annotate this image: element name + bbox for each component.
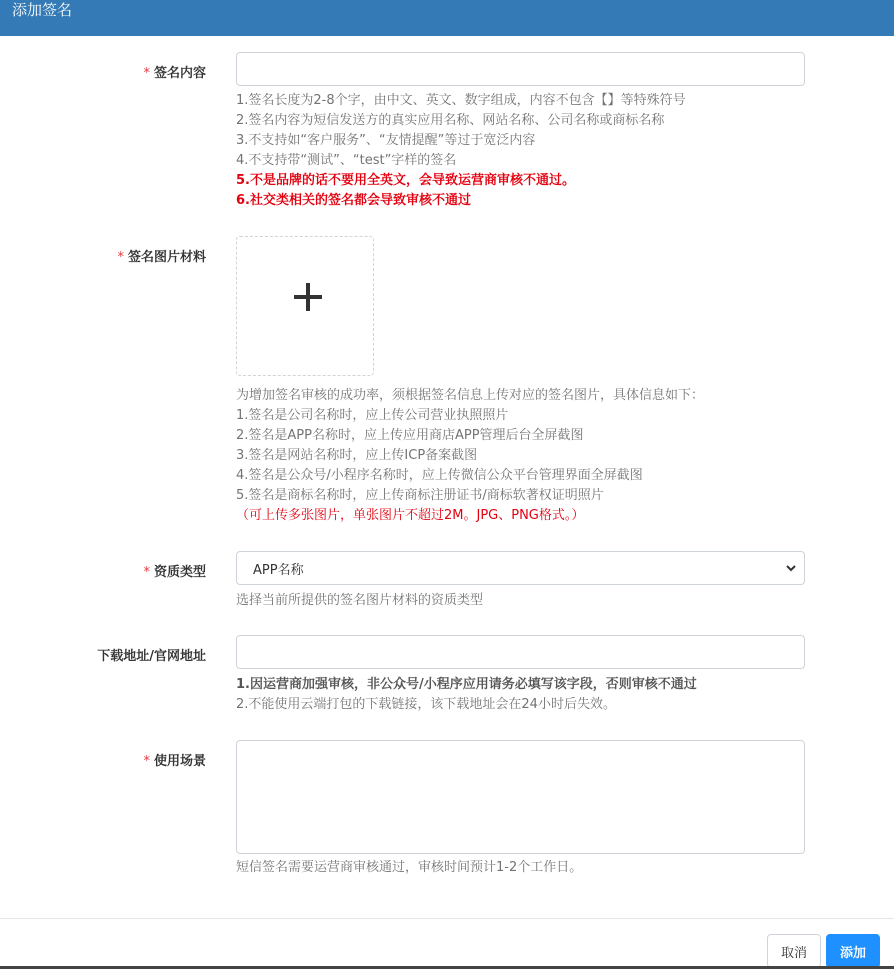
qualification-type-select[interactable] bbox=[236, 551, 805, 585]
modal-header bbox=[0, 0, 894, 36]
signature-help-line: 4.不支持带“测试”、“test”字样的签名 bbox=[236, 153, 457, 168]
image-material-help bbox=[236, 386, 856, 526]
signature-help-line: 3.不支持如“客户服务”、“友情提醒”等过于宽泛内容 bbox=[236, 133, 536, 148]
image-format-note: （可上传多张图片，单张图片不超过2M。JPG、PNG格式。） bbox=[236, 508, 585, 523]
usage-scene-help: 短信签名需要运营商审核通过，审核时间预计1-2个工作日。 bbox=[236, 860, 583, 875]
image-help-line: 4.签名是公众号/小程序名称时，应上传微信公众平台管理界面全屏截图 bbox=[236, 468, 643, 483]
image-help-line: 3.签名是网站名称时，应上传ICP备案截图 bbox=[236, 448, 478, 463]
download-url-label: 下载地址/官网地址 bbox=[97, 649, 206, 664]
plus-icon bbox=[292, 281, 324, 313]
qualification-type-label: * 资质类型 bbox=[143, 565, 206, 580]
qualification-type-help: 选择当前所提供的签名图片材料的资质类型 bbox=[236, 593, 484, 608]
signature-input[interactable] bbox=[236, 52, 805, 86]
chevron-down-icon bbox=[784, 561, 798, 575]
cancel-button[interactable]: 取消 bbox=[767, 934, 821, 968]
image-material-label: * 签名图片材料 bbox=[117, 250, 206, 265]
image-help-line: 5.签名是商标名称时，应上传商标注册证书/商标软著权证明照片 bbox=[236, 488, 604, 503]
download-url-notice: 1.因运营商加强审核，非公众号/小程序应用请务必填写该字段，否则审核不通过 bbox=[236, 677, 697, 692]
signature-help-line: 1.签名长度为2-8个字，由中文、英文、数字组成，内容不包含【】等特殊符号 bbox=[236, 93, 686, 108]
add-button[interactable]: 添加 bbox=[826, 934, 880, 968]
signature-warning: 5.不是品牌的话不要用全英文，会导致运营商审核不通过。 bbox=[236, 173, 575, 188]
footer-divider bbox=[0, 918, 894, 919]
required-mark: * bbox=[143, 754, 150, 769]
image-help-line: 1.签名是公司名称时，应上传公司营业执照照片 bbox=[236, 408, 509, 423]
image-upload-box[interactable] bbox=[236, 236, 374, 376]
signature-help-line: 2.签名内容为短信发送方的真实应用名称、网站名称、公司名称或商标名称 bbox=[236, 113, 665, 128]
qualification-type-value: APP名称 bbox=[253, 562, 304, 578]
required-mark: * bbox=[143, 565, 150, 580]
download-url-help bbox=[236, 675, 856, 715]
usage-scene-textarea[interactable] bbox=[236, 740, 805, 854]
modal-title: 添加签名 bbox=[12, 1, 73, 19]
usage-scene-label: * 使用场景 bbox=[143, 754, 206, 769]
image-help-line: 为增加签名审核的成功率，须根据签名信息上传对应的签名图片，具体信息如下： bbox=[236, 388, 705, 403]
download-url-help-line: 2.不能使用云端打包的下载链接，该下载地址会在24小时后失效。 bbox=[236, 697, 616, 712]
required-mark: * bbox=[117, 250, 124, 265]
required-mark: * bbox=[143, 66, 150, 81]
download-url-input[interactable] bbox=[236, 635, 805, 669]
signature-label: * 签名内容 bbox=[143, 66, 206, 81]
signature-warning: 6.社交类相关的签名都会导致审核不通过 bbox=[236, 193, 471, 208]
signature-help bbox=[236, 91, 856, 211]
image-help-line: 2.签名是APP名称时，应上传应用商店APP管理后台全屏截图 bbox=[236, 428, 584, 443]
